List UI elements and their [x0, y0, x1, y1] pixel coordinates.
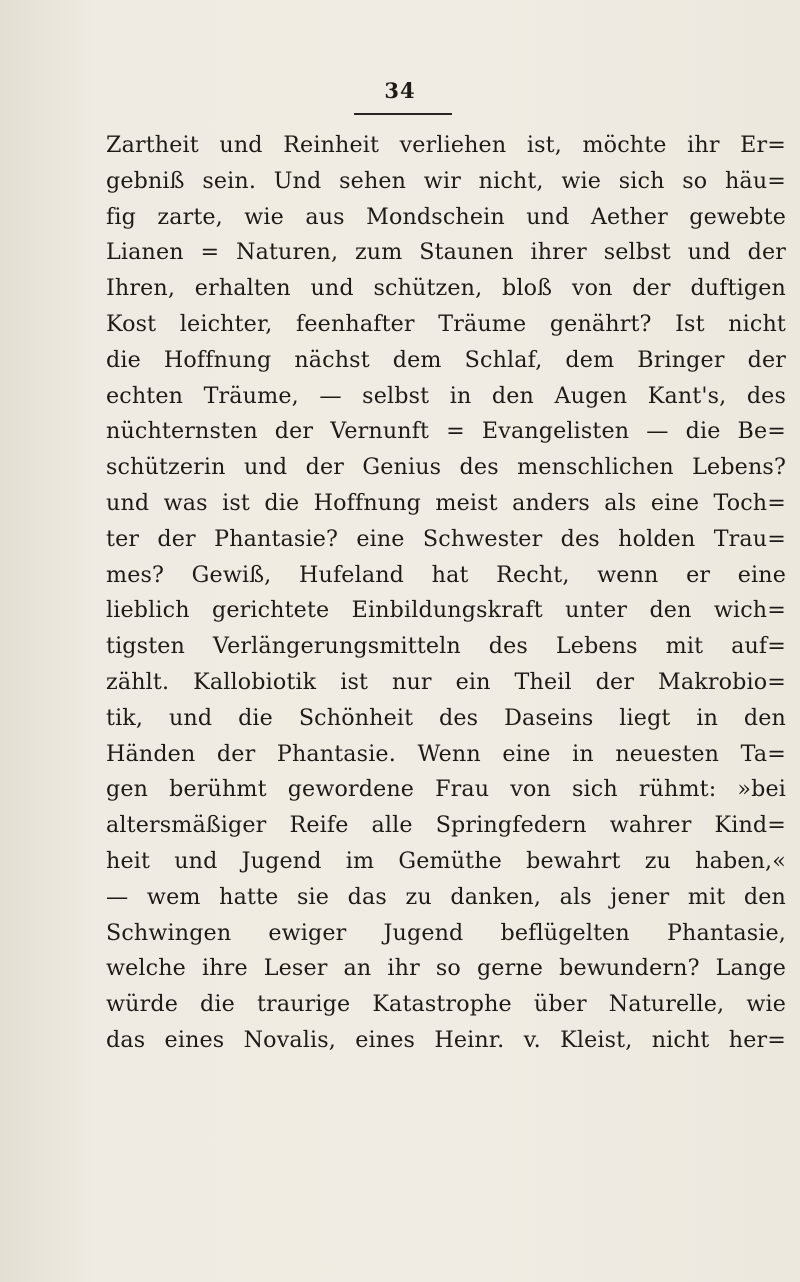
body-text [106, 128, 786, 1059]
text-line: heit und Jugend im Gemüthe bewahrt zu haben,« [106, 847, 786, 874]
text-line: zählt. Kallobiotik ist nur ein Theil der Makrobio= [106, 668, 786, 695]
text-line: gen berühmt gewordene Frau von sich rühmt: »bei [106, 776, 786, 803]
text-line: ter der Phantasie? eine Schwester des holden Trau= [106, 525, 786, 552]
text-line: Ihren, erhalten und schützen, bloß von der duftigen [106, 275, 786, 302]
text-line: Kost leichter, feenhafter Träume genährt? Ist nicht [106, 310, 786, 337]
text-line: — wem hatte sie das zu danken, als jener mit den [106, 883, 786, 910]
text-line: würde die traurige Katastrophe über Naturelle, wie [106, 991, 786, 1018]
text-line: altersmäßiger Reife alle Springfedern wahrer Kind= [106, 812, 786, 839]
text-line: schützerin und der Genius des menschlichen Lebens? [106, 454, 786, 481]
text-line: das eines Novalis, eines Heinr. v. Kleist, nicht her= [106, 1026, 786, 1053]
text-line: tik, und die Schönheit des Daseins liegt in den [106, 704, 786, 731]
header-rule [354, 113, 452, 115]
page-number: 34 [384, 78, 416, 103]
text-line: Schwingen ewiger Jugend beflügelten Phantasie, [106, 919, 786, 946]
text-line: mes? Gewiß, Hufeland hat Recht, wenn er eine [106, 561, 786, 588]
text-line: gebniß sein. Und sehen wir nicht, wie sich so häu= [106, 167, 786, 194]
text-line: lieblich gerichtete Einbildungskraft unter den wich= [106, 597, 786, 624]
text-line: Lianen = Naturen, zum Staunen ihrer selbst und der [106, 239, 786, 266]
text-line: echten Träume, — selbst in den Augen Kant's, des [106, 382, 786, 409]
text-line: fig zarte, wie aus Mondschein und Aether gewebte [106, 203, 786, 230]
text-line: und was ist die Hoffnung meist anders als eine Toch= [106, 489, 786, 516]
text-line: Händen der Phantasie. Wenn eine in neuesten Ta= [106, 740, 786, 767]
text-line: die Hoffnung nächst dem Schlaf, dem Bringer der [106, 346, 786, 373]
text-line: nüchternsten der Vernunft = Evangelisten — die Be= [106, 418, 786, 445]
text-line: tigsten Verlängerungsmitteln des Lebens mit auf= [106, 633, 786, 660]
text-line: Zartheit und Reinheit verliehen ist, möchte ihr Er= [106, 132, 786, 158]
text-line: welche ihre Leser an ihr so gerne bewundern? Lange [106, 955, 786, 982]
